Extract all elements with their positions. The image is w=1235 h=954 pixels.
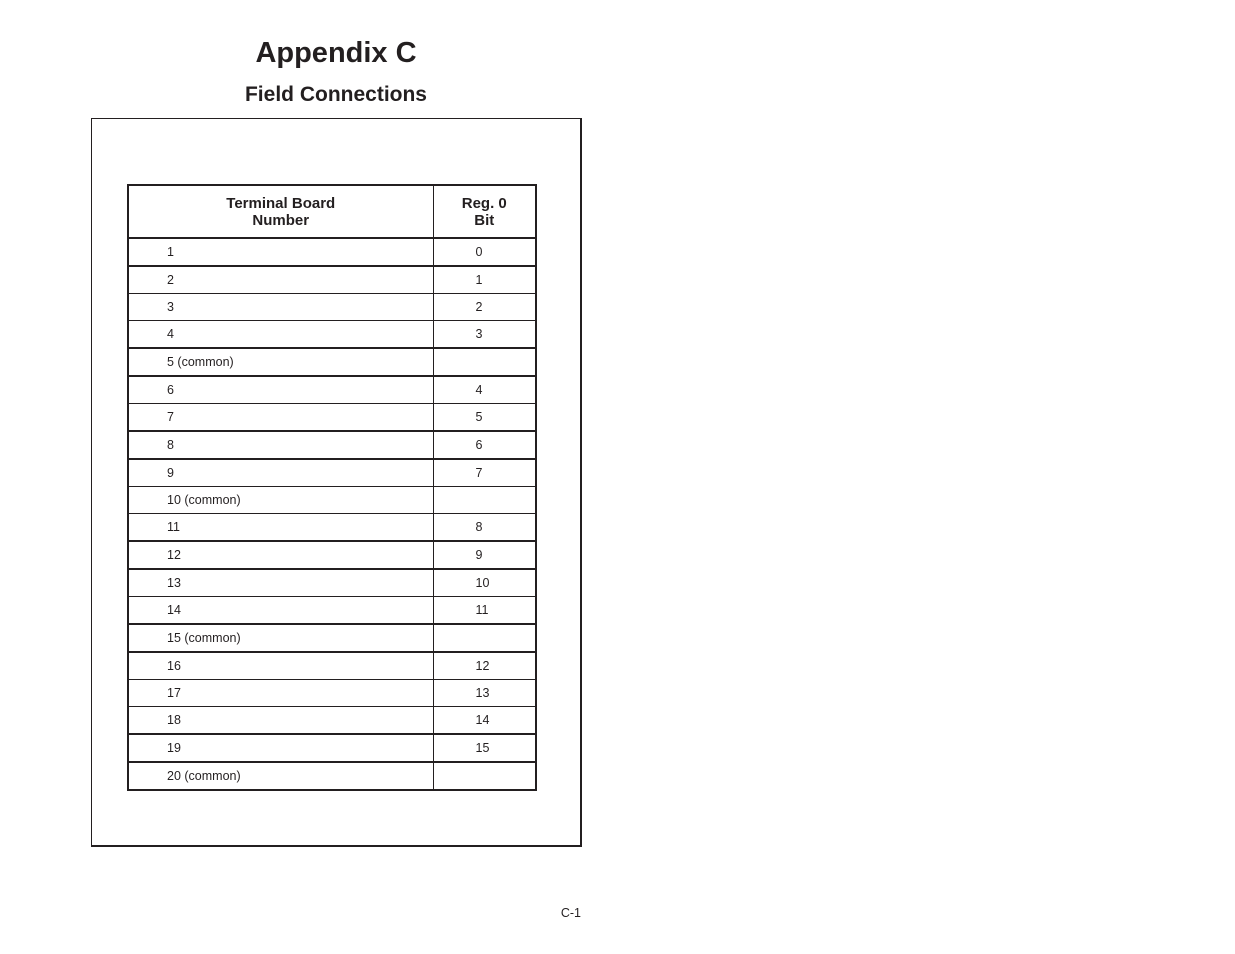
table-row (128, 376, 536, 404)
page-title: Appendix C (255, 37, 417, 69)
terminal-cell: 9 (128, 459, 433, 487)
table-row (128, 238, 536, 266)
bit-cell: 7 (433, 459, 536, 487)
terminal-cell: 19 (128, 734, 433, 762)
table-row (128, 762, 536, 790)
table-row (128, 734, 536, 762)
terminal-cell: 15 (common) (128, 624, 433, 652)
terminal-cell: 13 (128, 569, 433, 597)
bit-cell: 1 (433, 266, 536, 294)
bit-cell: 9 (433, 541, 536, 569)
table-row (128, 707, 536, 735)
terminal-cell: 2 (128, 266, 433, 294)
bit-cell: 8 (433, 514, 536, 542)
table-row (128, 266, 536, 294)
header-terminal-board-number (128, 185, 433, 238)
terminal-cell: 6 (128, 376, 433, 404)
table-body (128, 238, 536, 790)
header-line: Bit (474, 211, 495, 229)
terminal-cell: 16 (128, 652, 433, 680)
bit-cell (433, 348, 536, 376)
header-line: Terminal Board (226, 194, 336, 212)
table-row (128, 404, 536, 432)
bit-cell: 5 (433, 404, 536, 432)
terminal-cell: 10 (common) (128, 487, 433, 514)
table-row (128, 514, 536, 542)
bit-cell: 10 (433, 569, 536, 597)
terminal-cell: 7 (128, 404, 433, 432)
bit-cell: 4 (433, 376, 536, 404)
header-line: Reg. 0 (461, 194, 507, 212)
terminal-cell: 20 (common) (128, 762, 433, 790)
terminal-cell: 11 (128, 514, 433, 542)
table-row (128, 624, 536, 652)
field-connections-table (127, 184, 537, 791)
bit-cell (433, 762, 536, 790)
bit-cell: 11 (433, 597, 536, 625)
table-row (128, 431, 536, 459)
header-reg0-bit (433, 185, 536, 238)
terminal-cell: 5 (common) (128, 348, 433, 376)
table-row (128, 652, 536, 680)
table-row (128, 321, 536, 349)
terminal-cell: 12 (128, 541, 433, 569)
table-row (128, 680, 536, 707)
table-row (128, 348, 536, 376)
terminal-cell: 18 (128, 707, 433, 735)
table-row (128, 459, 536, 487)
terminal-cell: 14 (128, 597, 433, 625)
terminal-cell: 8 (128, 431, 433, 459)
page-number: C-1 (560, 906, 581, 920)
table-row (128, 569, 536, 597)
table-row (128, 597, 536, 625)
bit-cell: 3 (433, 321, 536, 349)
terminal-cell: 3 (128, 294, 433, 321)
bit-cell: 6 (433, 431, 536, 459)
table-header-row (128, 185, 536, 238)
terminal-cell: 17 (128, 680, 433, 707)
terminal-cell: 1 (128, 238, 433, 266)
bit-cell: 2 (433, 294, 536, 321)
bit-cell (433, 624, 536, 652)
bit-cell (433, 487, 536, 514)
bit-cell: 0 (433, 238, 536, 266)
table-row (128, 487, 536, 514)
bit-cell: 13 (433, 680, 536, 707)
bit-cell: 12 (433, 652, 536, 680)
table-row (128, 541, 536, 569)
page-subtitle: Field Connections (244, 83, 427, 106)
bit-cell: 15 (433, 734, 536, 762)
bit-cell: 14 (433, 707, 536, 735)
terminal-cell: 4 (128, 321, 433, 349)
table-row (128, 294, 536, 321)
header-line: Number (252, 211, 310, 229)
